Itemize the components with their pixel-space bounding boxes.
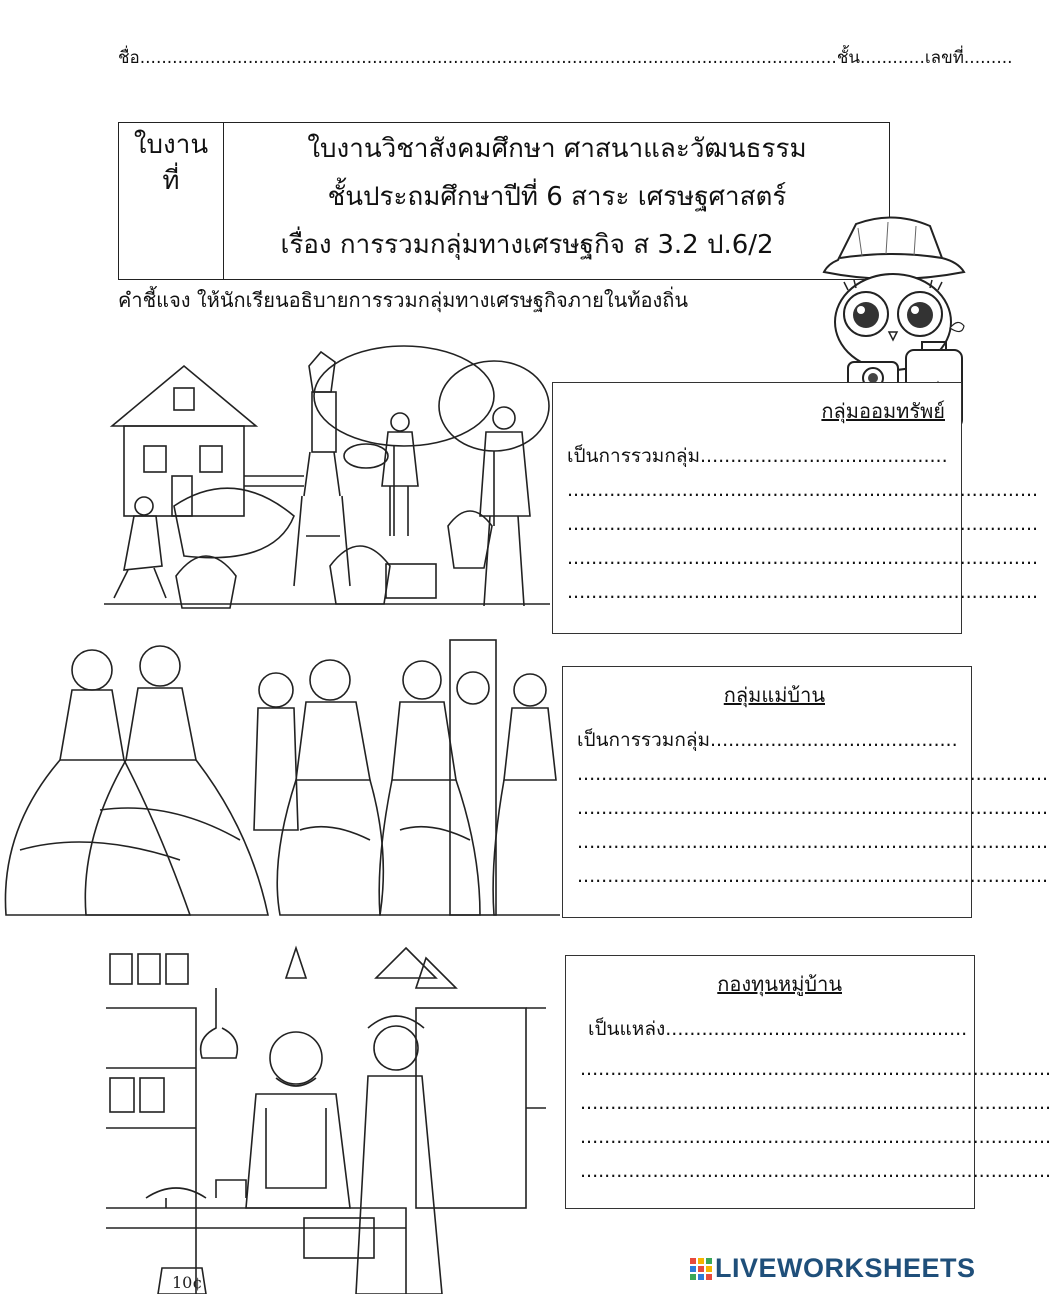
village-fund-answer-line[interactable]: .............................................................................. (580, 1160, 1051, 1182)
village-fund-answer-line[interactable]: .............................................................................. (580, 1058, 1051, 1080)
village-fund-answer-line[interactable]: .............................................................................. (580, 1092, 1051, 1114)
village-fund-answer-line[interactable]: เป็นแหล่ง.................................................. (588, 1018, 968, 1040)
title-line-1: ใบงานวิชาสังคมศึกษา ศาสนาและวัฒนธรรม (307, 134, 807, 164)
svg-text:10¢: 10¢ (172, 1273, 203, 1292)
savings-group-answer-line[interactable]: .............................................................................. (567, 513, 1039, 535)
village-fund-title: กองทุนหมู่บ้าน (717, 972, 842, 996)
savings-group-answer-line[interactable]: เป็นการรวมกลุ่ม......................................... (567, 445, 948, 467)
housewives-group-answer-line[interactable]: .............................................................................. (577, 865, 1049, 887)
village-fund-answer-line[interactable]: .............................................................................. (580, 1126, 1051, 1148)
liveworksheets-logo-text: LIVEWORKSHEETS (715, 1253, 976, 1283)
worksheet-number-label (119, 123, 224, 279)
housewives-group-illustration (0, 630, 560, 920)
village-fund-box (565, 955, 1051, 1209)
worksheet-header (118, 122, 890, 280)
title-line-3: เรื่อง การรวมกลุ่มทางเศรษฐกิจ ส 3.2 ป.6/2 (280, 230, 774, 260)
student-info-line[interactable]: ชื่อ.................................................................................................................................ชั้น............เลขที่......... (118, 48, 1013, 68)
savings-group-answer-line[interactable]: .............................................................................. (567, 547, 1039, 569)
worksheet-number-text: ใบงาน ที่ (133, 130, 209, 196)
liveworksheets-logo (690, 1253, 976, 1284)
housewives-group-answer-line[interactable]: .............................................................................. (577, 831, 1049, 853)
housewives-group-answer-line[interactable]: .............................................................................. (577, 763, 1049, 785)
savings-group-title: กลุ่มออมทรัพย์ (821, 399, 945, 423)
instruction-text: คำชี้แจง ให้นักเรียนอธิบายการรวมกลุ่มทางเศรษฐกิจภายในท้องถิ่น (118, 288, 689, 312)
fruit-picking-illustration (104, 336, 550, 616)
savings-group-answer-line[interactable]: .............................................................................. (567, 581, 1039, 603)
liveworksheets-logo-icon (690, 1258, 712, 1280)
savings-group-answer-line[interactable]: .............................................................................. (567, 479, 1039, 501)
worksheet-title-block (225, 123, 889, 281)
housewives-group-title: กลุ่มแม่บ้าน (723, 683, 825, 707)
village-store-illustration (106, 948, 546, 1294)
title-line-2: ชั้นประถมศึกษาปีที่ 6 สาระ เศรษฐศาสตร์ (327, 182, 787, 212)
housewives-group-box (562, 666, 1049, 918)
housewives-group-answer-line[interactable]: .............................................................................. (577, 797, 1049, 819)
savings-group-box (552, 382, 1039, 634)
housewives-group-answer-line[interactable]: เป็นการรวมกลุ่ม......................................... (577, 729, 958, 751)
